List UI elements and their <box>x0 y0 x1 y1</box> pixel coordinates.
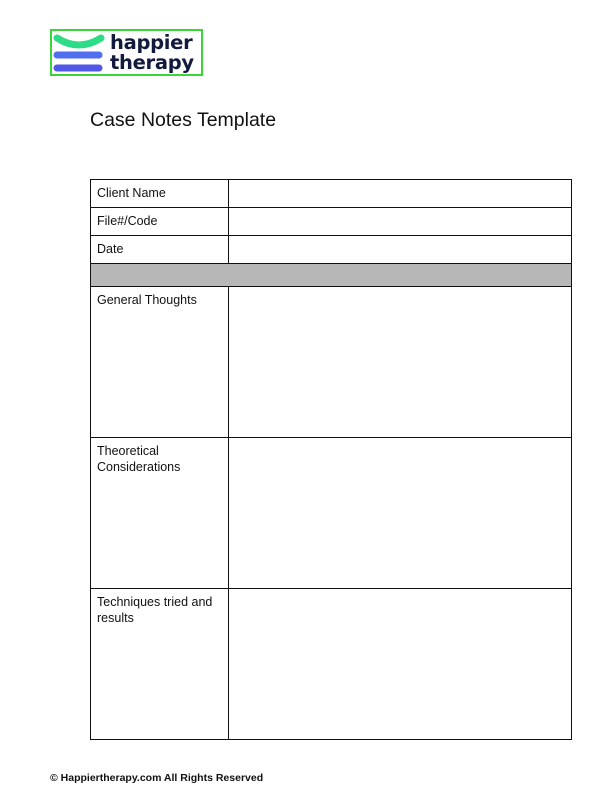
logo-word-happier: happier <box>110 31 193 54</box>
document-title: Case Notes Template <box>90 109 277 131</box>
logo-word-therapy: therapy <box>110 51 194 74</box>
field-value-date[interactable] <box>229 236 572 264</box>
section-value-theoretical-considerations[interactable] <box>229 438 572 589</box>
table-row-general-thoughts <box>91 287 572 438</box>
section-label-theoretical-considerations: Theoretical Considerations <box>91 438 229 589</box>
logo-stripes-icon <box>53 32 105 76</box>
section-value-general-thoughts[interactable] <box>229 287 572 438</box>
field-label-client-name: Client Name <box>91 180 229 208</box>
section-value-techniques-tried[interactable] <box>229 589 572 740</box>
field-value-file-code[interactable] <box>229 208 572 236</box>
table-row-file-code <box>91 208 572 236</box>
logo-wordmark <box>110 33 194 73</box>
case-notes-table <box>90 179 572 740</box>
separator-band-cell <box>91 264 572 287</box>
field-label-date: Date <box>91 236 229 264</box>
field-label-file-code: File#/Code <box>91 208 229 236</box>
table-row-date <box>91 236 572 264</box>
section-label-general-thoughts: General Thoughts <box>91 287 229 438</box>
copyright-footer: © Happiertherapy.com All Rights Reserved <box>50 772 264 784</box>
field-value-client-name[interactable] <box>229 180 572 208</box>
table-row-client-name <box>91 180 572 208</box>
section-label-techniques-tried: Techniques tried and results <box>91 589 229 740</box>
happier-therapy-logo <box>50 29 203 76</box>
table-row-theoretical-considerations <box>91 438 572 589</box>
table-separator-band <box>91 264 572 287</box>
table-row-techniques-tried <box>91 589 572 740</box>
